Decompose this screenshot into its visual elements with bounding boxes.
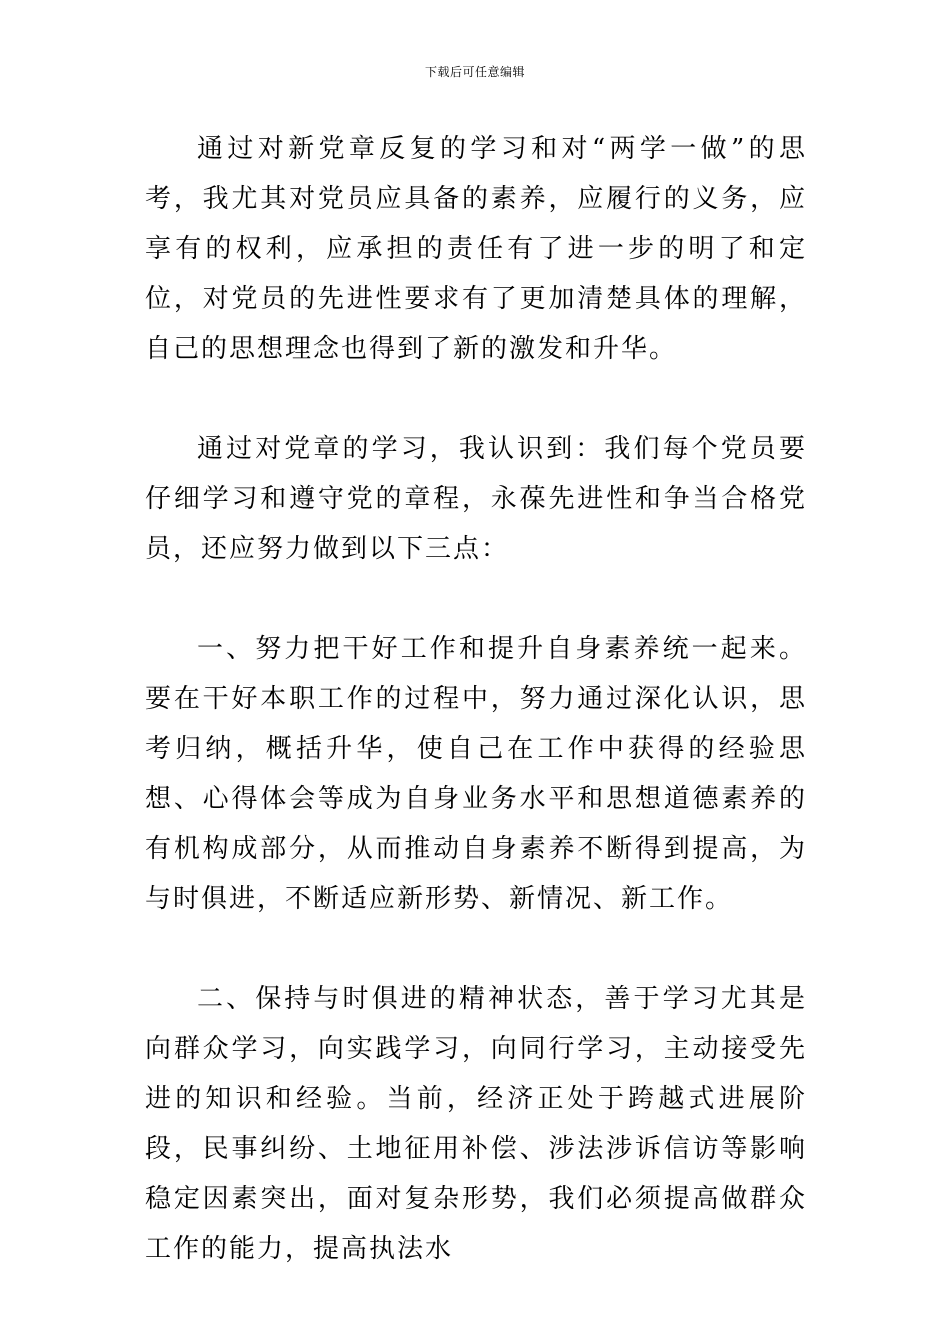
paragraph-point-two: 二、保持与时俱进的精神状态，善于学习尤其是向群众学习，向实践学习，向同行学习，主动接受先进的知识和经验。当前，经济正处于跨越式进展阶段，民事纠纷、土地征用补偿、涉法涉诉信访等影响稳定因素突出，面对复杂形势，我们必须提高做群众工作的能力，提高执法水: [145, 984, 807, 1264]
paragraph-realization: 通过对党章的学习，我认识到：我们每个党员要仔细学习和遵守党的章程，永葆先进性和争当合格党员，还应努力做到以下三点：: [145, 434, 807, 564]
document-body: [145, 124, 807, 1274]
paragraph-point-one: 一、努力把干好工作和提升自身素养统一起来。要在干好本职工作的过程中，努力通过深化认识，思考归纳，概括升华，使自己在工作中获得的经验思想、心得体会等成为自身业务水平和思想道德素养的有机构成部分，从而推动自身素养不断得到提高，为与时俱进，不断适应新形势、新情况、新工作。: [145, 634, 807, 914]
paragraph-study-reflection: 通过对新党章反复的学习和对“两学一做”的思考，我尤其对党员应具备的素养，应履行的义务，应享有的权利，应承担的责任有了进一步的明了和定位，对党员的先进性要求有了更加清楚具体的理解，自己的思想理念也得到了新的激发和升华。: [145, 134, 807, 364]
page-header-note: 下载后可任意编辑: [424, 65, 525, 79]
